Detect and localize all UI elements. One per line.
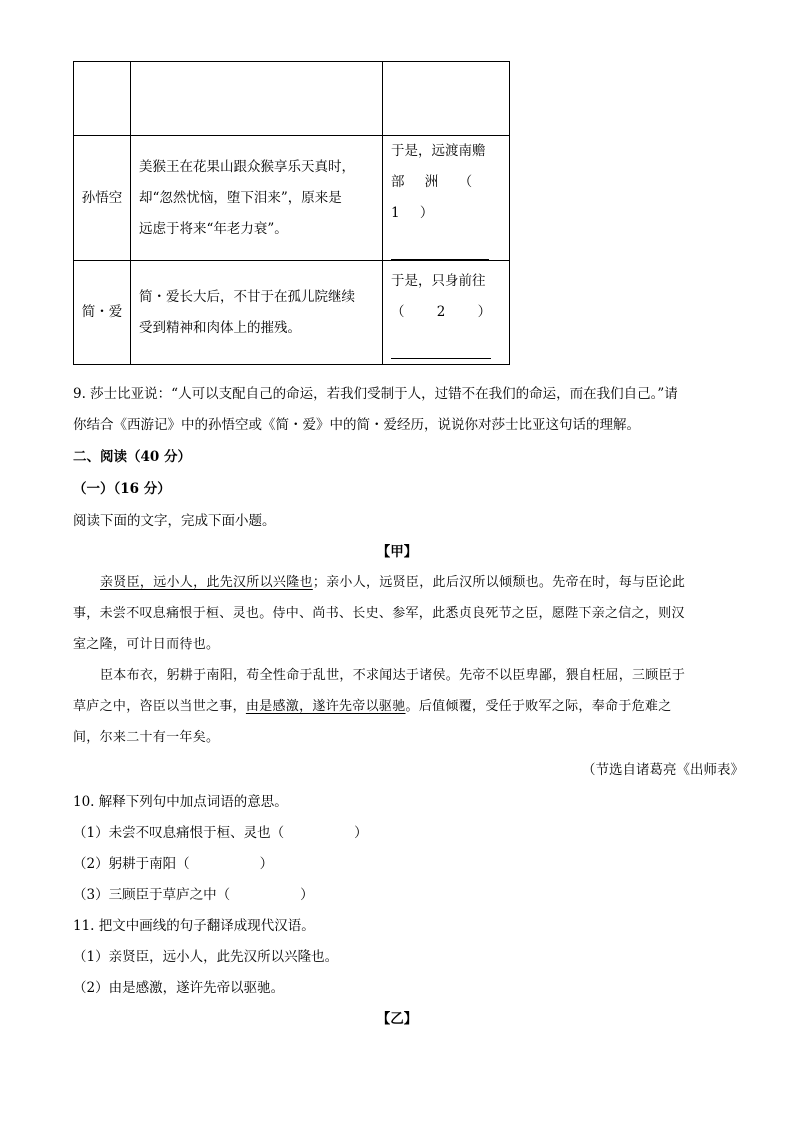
passage-source: （节选自诸葛亮《出师表》 — [582, 762, 744, 778]
table-cell — [383, 62, 510, 136]
table-row — [74, 136, 510, 261]
result-line: 于是，只身前往 — [391, 273, 486, 289]
passage-text: ；亲小人，远贤臣，此后汉所以倾颓也。先帝在时，每与臣论此 — [312, 575, 686, 590]
item-text: （3）三顾臣于草庐之中（ — [73, 887, 231, 903]
item-text: （1）未尝不叹息痛恨于桓、灵也（ — [73, 825, 285, 841]
passage-line: 间，尔来二十有一年矣。 — [73, 730, 220, 745]
answer-blank-2 — [391, 328, 503, 359]
passage-jia-heading: 【甲】 — [376, 544, 418, 560]
passage-line — [73, 695, 672, 714]
question-10-title: 10. 解释下列句中加点词语的意思。 — [73, 794, 288, 810]
passage-line: 臣本布衣，躬耕于南阳，苟全性命于乱世，不求闻达于诸侯。先帝不以臣卑鄙，猥自枉屈，三顾臣于 — [100, 668, 686, 683]
passage-line: 事，未尝不叹息痛恨于桓、灵也。侍中、尚书、长史、参军，此悉贞良死节之臣，愿陛下亲之信之，则汉 — [73, 606, 685, 621]
underlined-sentence-2: 由是感激，遂许先帝以驱驰 — [245, 699, 406, 714]
answer-blank-1 — [391, 229, 503, 260]
character-name: 简・爱 — [74, 261, 131, 365]
question-9-line1: 9. 莎士比亚说：“人可以支配自己的命运，若我们受制于人，过错不在我们的命运，而在我们自己。”请 — [73, 386, 678, 402]
table-row — [74, 261, 510, 365]
question-10-item — [73, 852, 273, 872]
question-11-title: 11. 把文中画线的句子翻译成现代汉语。 — [73, 918, 315, 934]
result-line: 于是，远渡南赡 — [391, 143, 486, 159]
paren-close: ） — [259, 856, 274, 872]
question-10-item — [73, 883, 314, 903]
desc-line: 美猴王在花果山跟众猴享乐天真时， — [139, 158, 355, 175]
desc-line: 却“忽然忧恼，堕下泪来”，原来是 — [139, 189, 342, 206]
paren-close: ） — [354, 825, 368, 841]
result-line: 部 洲 （ 1 ） — [391, 174, 481, 221]
passage-text: 草庐之中，咨臣以当世之事， — [73, 699, 246, 714]
table-row — [74, 62, 510, 136]
section-title: 二、阅读（40 分） — [73, 449, 191, 465]
desc-line: 受到精神和肉体上的摧残。 — [139, 319, 301, 336]
desc-line: 远虑于将来“年老力衰”。 — [139, 220, 288, 237]
passage-text: 。后值倾覆，受任于败军之际，奉命于危难之 — [405, 699, 672, 714]
question-10-item — [73, 821, 368, 841]
table-cell — [131, 62, 383, 136]
question-11-item: （1）亲贤臣，远小人，此先汉所以兴隆也。 — [73, 949, 339, 965]
question-11-item: （2）由是感激，遂许先帝以驱驰。 — [73, 980, 285, 996]
character-name: 孙悟空 — [74, 136, 131, 261]
passage-yi-heading: 【乙】 — [376, 1011, 418, 1027]
underlined-sentence-1: 亲贤臣，远小人，此先汉所以兴隆也 — [100, 575, 313, 590]
character-description — [131, 136, 383, 261]
reading-instruction: 阅读下面的文字，完成下面小题。 — [73, 513, 276, 529]
passage-line — [100, 571, 685, 590]
character-result — [383, 261, 510, 365]
character-description — [131, 261, 383, 365]
passage-line: 室之隆，可计日而待也。 — [73, 637, 220, 652]
table-cell — [74, 62, 131, 136]
comparison-table — [73, 61, 510, 365]
question-9-line2: 你结合《西游记》中的孙悟空或《简・爱》中的简・爱经历，说说你对莎士比亚这句话的理解。 — [73, 417, 640, 433]
paren-close: ） — [300, 887, 314, 903]
item-text: （2）躬耕于南阳（ — [73, 856, 190, 872]
character-result — [383, 136, 510, 261]
result-line: （ 2 ） — [391, 304, 492, 320]
desc-line: 简・爱长大后，不甘于在孤儿院继续 — [139, 288, 355, 305]
subsection-title: （一）（16 分） — [73, 481, 171, 497]
